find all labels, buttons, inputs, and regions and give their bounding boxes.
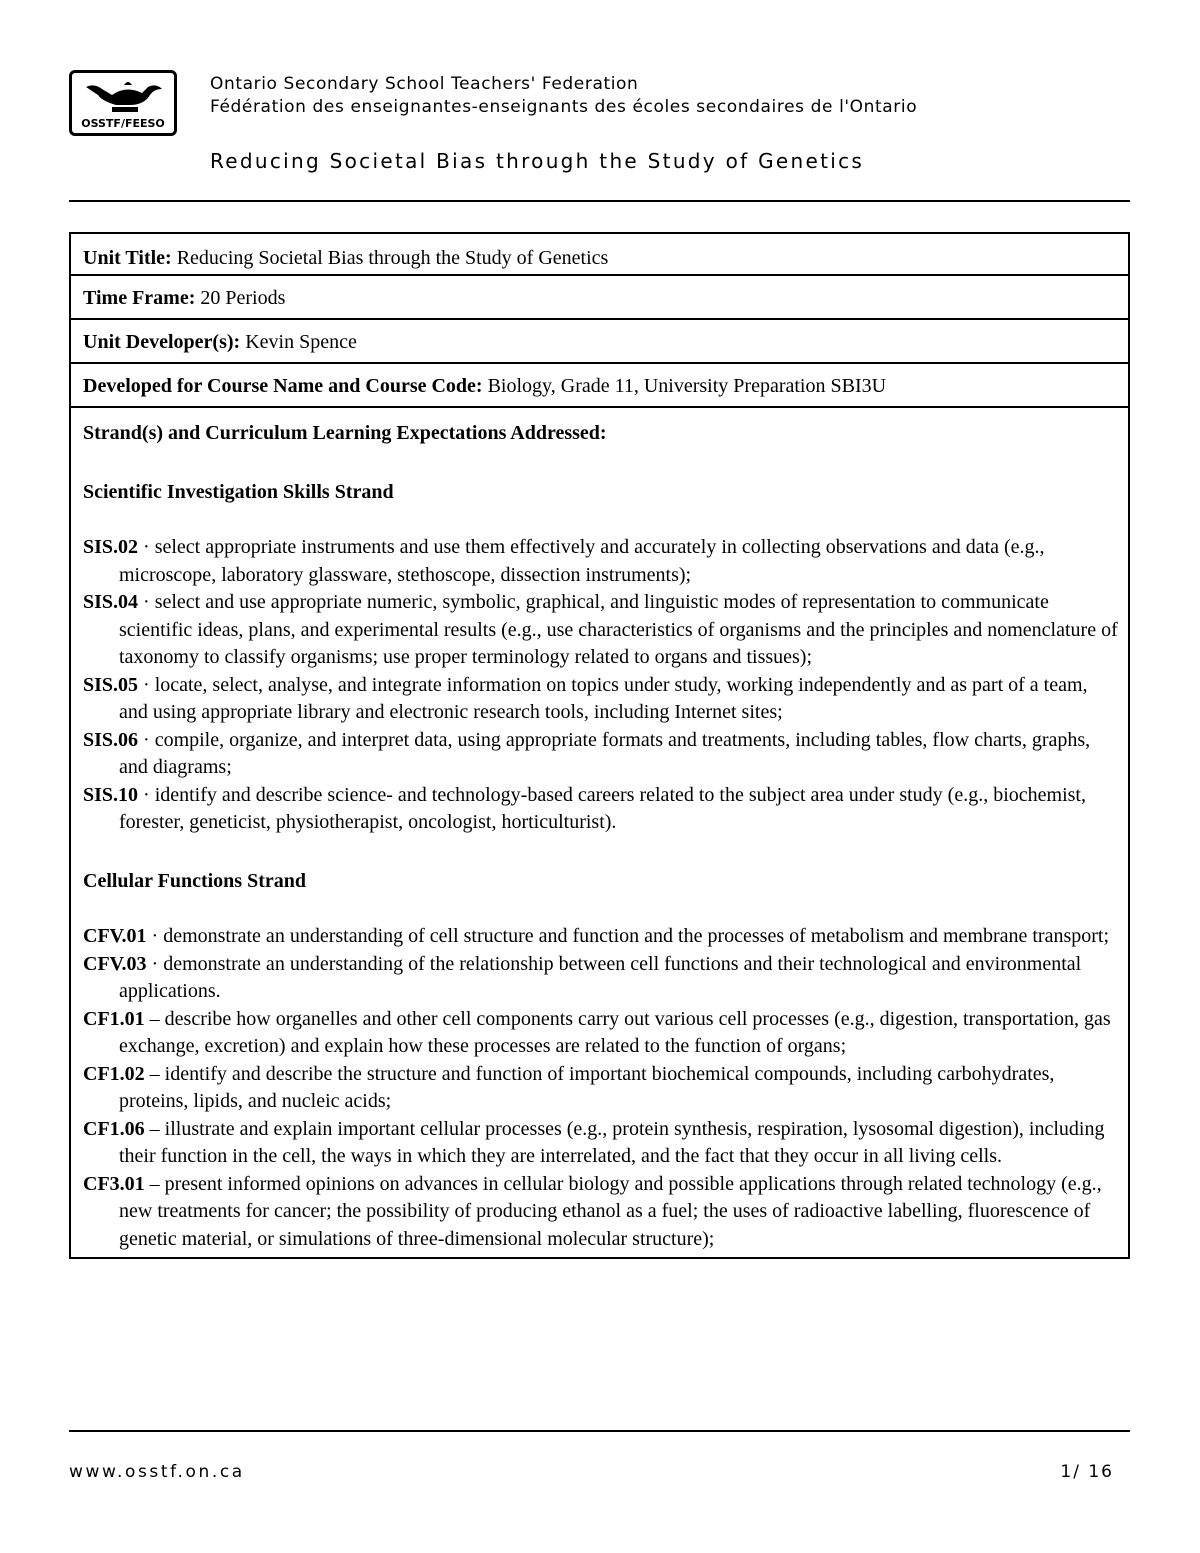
course-label: Developed for Course Name and Course Code: <box>83 375 483 397</box>
unit-title-row <box>71 234 1128 276</box>
expectation-text: · locate, select, analyse, and integrate information on topics under study, working independently and as part of a team, and using appropriate library and electronic research tools, including Internet sites; <box>119 673 1088 723</box>
expectation-text: – identify and describe the structure and function of important biochemical compounds, including carbohydrates, proteins, lipids, and nucleic acids; <box>119 1062 1055 1112</box>
expectation-text: · select appropriate instruments and use them effectively and accurately in collecting observations and data (e.g., microscope, laboratory glassware, stethoscope, dissection instruments); <box>119 536 1045 586</box>
expectation-code: SIS.04 <box>83 591 139 613</box>
expectation-item <box>83 782 1118 837</box>
expectation-item <box>83 951 1118 1006</box>
course-row <box>71 364 1128 408</box>
expectation-text: – illustrate and explain important cellular processes (e.g., protein synthesis, respiration, lysosomal digestion), including their function in the cell, the ways in which they are interrelated, and the fact that they occur in all living cells. <box>119 1117 1105 1167</box>
expectation-item <box>83 672 1118 727</box>
course-value: Biology, Grade 11, University Preparation SBI3U <box>482 375 887 397</box>
time-frame-label: Time Frame: <box>83 287 196 309</box>
expectation-text: · demonstrate an understanding of the relationship between cell functions and their technological and environmental applications. <box>119 952 1082 1002</box>
osstf-logo <box>69 70 177 136</box>
expectation-text: – describe how organelles and other cell components carry out various cell processes (e.g., digestion, transportation, gas exchange, excretion) and explain how these processes are related to the function of organs; <box>119 1007 1111 1057</box>
strands-heading: Strand(s) and Curriculum Learning Expectations Addressed: <box>83 422 607 444</box>
logo-text: OSSTF/FEESO <box>81 117 165 130</box>
document-title: Reducing Societal Bias through the Study of Genetics <box>210 149 865 173</box>
time-frame-row <box>71 276 1128 320</box>
expectation-item <box>83 1006 1118 1061</box>
expectation-item <box>83 589 1118 672</box>
time-frame-value: 20 Periods <box>195 287 286 309</box>
header-divider <box>69 200 1130 202</box>
unit-title-value: Reducing Societal Bias through the Study of Genetics <box>171 247 609 269</box>
unit-info-table <box>69 232 1130 1259</box>
unit-title-label: Unit Title: <box>83 247 172 269</box>
expectation-code: CFV.03 <box>83 952 147 975</box>
expectation-code: CF1.02 <box>83 1062 145 1085</box>
org-name-english: Ontario Secondary School Teachers' Federation <box>210 74 639 94</box>
expectation-text: · select and use appropriate numeric, symbolic, graphical, and linguistic modes of representation to communicate scientific ideas, plans, and experimental results (e.g., use characteristics of organisms and the principles and nomenclature of taxonomy to classify organisms; use proper terminology related to organs and tissues); <box>119 591 1118 668</box>
expectation-code: SIS.06 <box>83 728 139 751</box>
expectation-text: · compile, organize, and interpret data, using appropriate formats and treatments, including tables, flow charts, graphs, and diagrams; <box>119 728 1091 778</box>
expectation-code: CF3.01 <box>83 1172 145 1195</box>
expectation-item <box>83 923 1118 951</box>
sis-strand-title: Scientific Investigation Skills Strand <box>83 480 394 503</box>
expectation-item <box>83 1171 1118 1254</box>
unit-developer-row <box>71 320 1128 364</box>
strands-section <box>71 408 1128 1257</box>
expectation-code: SIS.02 <box>83 536 139 558</box>
expectation-code: CFV.01 <box>83 925 147 947</box>
footer-divider <box>69 1430 1130 1432</box>
expectation-text: – present informed opinions on advances in cellular biology and possible applications through related technology (e.g., new treatments for cancer; the possibility of producing ethanol as a fuel; the uses of radioactive labelling, fluorescence of genetic material, or simulations of three-dimensional molecular structure); <box>119 1172 1102 1250</box>
expectation-code: CF1.06 <box>83 1117 145 1140</box>
expectation-code: SIS.10 <box>83 783 139 806</box>
page-number: 1/ 16 <box>1060 1462 1114 1482</box>
oil-lamp-icon <box>82 77 166 117</box>
expectation-text: · demonstrate an understanding of cell structure and function and the processes of metabolism and membrane transport; <box>146 925 1110 947</box>
expectation-code: SIS.05 <box>83 673 139 696</box>
footer-url-link[interactable]: www.osstf.on.ca <box>69 1462 245 1482</box>
expectation-code: CF1.01 <box>83 1007 145 1030</box>
expectation-text: · identify and describe science- and technology-based careers related to the subject area under study (e.g., biochemist, forester, geneticist, physiotherapist, oncologist, horticulturist). <box>119 783 1086 833</box>
expectation-item <box>83 727 1118 782</box>
unit-developer-label: Unit Developer(s): <box>83 331 241 353</box>
expectation-item <box>83 534 1118 589</box>
expectation-item <box>83 1116 1118 1171</box>
unit-developer-value: Kevin Spence <box>240 331 357 353</box>
org-name-french: Fédération des enseignantes-enseignants des écoles secondaires de l'Ontario <box>210 97 918 117</box>
expectation-item <box>83 1061 1118 1116</box>
cf-strand-title: Cellular Functions Strand <box>83 869 306 892</box>
